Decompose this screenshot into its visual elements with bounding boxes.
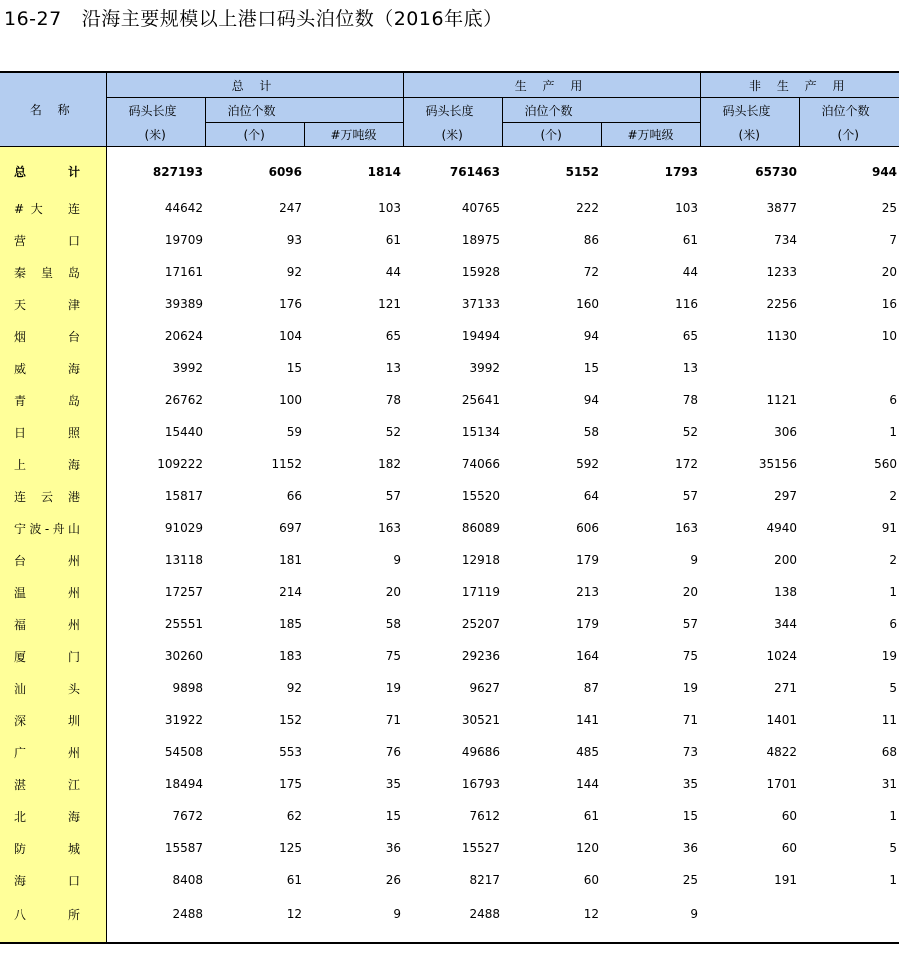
table-cell: 8408: [172, 873, 203, 887]
table-row: [0, 768, 899, 800]
table-cell: 1: [889, 585, 898, 599]
table-cell: 44: [385, 265, 401, 279]
table-cell: 76: [385, 745, 401, 759]
port-name: [0, 864, 106, 896]
table-cell: 59: [286, 425, 302, 439]
port-name: [0, 352, 106, 384]
table-cell: 92: [286, 681, 302, 695]
column-header-name: 名 称: [0, 72, 106, 147]
table-cell: 91029: [164, 521, 203, 535]
table-cell: 9: [304, 896, 403, 943]
header-berths: 泊位个数: [205, 98, 403, 123]
table-cell: 30260: [164, 649, 203, 663]
table-row: [0, 896, 899, 943]
table-cell: 1793: [664, 164, 699, 179]
header-berths-unit: (个): [799, 123, 899, 147]
table-cell: 3992: [172, 361, 203, 375]
port-name-text: 厦 门: [14, 649, 80, 664]
table-cell: 13: [682, 361, 699, 375]
table-cell: 25207: [461, 617, 500, 631]
table-cell: 11: [881, 713, 898, 727]
table-cell: 7612: [469, 809, 500, 823]
table-cell: 18494: [164, 777, 203, 791]
table-cell: 25551: [164, 617, 203, 631]
header-wanton: #万吨级: [601, 123, 700, 147]
port-name-text: 连云港: [14, 489, 80, 504]
table-cell: 4822: [766, 745, 798, 759]
table-row: [0, 416, 899, 448]
table-cell: 15440: [164, 425, 203, 439]
table-cell: 182: [378, 457, 401, 471]
table-cell: 8217: [469, 873, 500, 887]
port-name-text: 福 州: [14, 617, 80, 632]
table-cell: 1: [889, 425, 898, 439]
table-cell: 65: [682, 329, 699, 343]
table-cell: 71: [385, 713, 401, 727]
table-cell: 15: [385, 809, 401, 823]
port-name: [0, 256, 106, 288]
table-cell: 29236: [461, 649, 500, 663]
header-length: 码头长度: [106, 98, 205, 123]
table-cell: [799, 352, 899, 384]
port-name: [0, 384, 106, 416]
table-cell: 10: [881, 329, 898, 343]
table-cell: 121: [378, 297, 401, 311]
table-cell: 15587: [164, 841, 203, 855]
table-cell: 125: [279, 841, 302, 855]
table-cell: 37133: [461, 297, 500, 311]
table-row: [0, 832, 899, 864]
table-cell: 103: [675, 201, 699, 215]
table-cell: 306: [774, 425, 798, 439]
table-row: [0, 352, 899, 384]
port-name: [0, 704, 106, 736]
table-cell: 58: [583, 425, 599, 439]
port-name: [0, 672, 106, 704]
table-cell: 62: [286, 809, 302, 823]
table-cell: 183: [279, 649, 302, 663]
table-cell: 31922: [164, 713, 203, 727]
table-cell: 827193: [152, 164, 203, 179]
table-cell: 271: [774, 681, 798, 695]
table-cell: 200: [774, 553, 798, 567]
table-cell: 54508: [164, 745, 203, 759]
port-name: [0, 320, 106, 352]
table-cell: 65: [385, 329, 401, 343]
table-cell: 2: [889, 489, 898, 503]
table-cell: 1152: [271, 457, 302, 471]
header-berths-unit: (个): [502, 123, 601, 147]
table-cell: 9: [690, 553, 699, 567]
table-row: [0, 576, 899, 608]
table-cell: 7672: [172, 809, 203, 823]
table-cell: 20624: [164, 329, 203, 343]
table-cell: 1814: [367, 164, 401, 179]
port-name: [0, 768, 106, 800]
table-cell: 15520: [461, 489, 500, 503]
table-cell: 163: [378, 521, 401, 535]
table-cell: 560: [874, 457, 898, 471]
table-cell: 94: [583, 329, 599, 343]
table-cell: 176: [279, 297, 302, 311]
table-cell: 74066: [461, 457, 500, 471]
table-cell: [700, 896, 799, 943]
table-cell: 30521: [461, 713, 500, 727]
table-cell: 66: [286, 489, 302, 503]
port-name: [0, 608, 106, 640]
port-name-text: 防 城: [14, 841, 80, 856]
table-cell: 5: [889, 681, 898, 695]
table-row: [0, 800, 899, 832]
table-cell: 52: [682, 425, 699, 439]
table-cell: 100: [279, 393, 302, 407]
port-name: [0, 147, 106, 193]
table-cell: 57: [682, 617, 699, 631]
table-cell: 19: [881, 649, 898, 663]
table-cell: 57: [682, 489, 699, 503]
table-cell: 93: [286, 233, 302, 247]
table-cell: 87: [583, 681, 599, 695]
table-cell: 75: [682, 649, 699, 663]
header-berths: 泊位个数: [502, 98, 700, 123]
port-name-text: 威 海: [14, 361, 80, 376]
table-cell: 152: [279, 713, 302, 727]
table-cell: 15: [583, 361, 599, 375]
port-name: [0, 800, 106, 832]
table-cell: 31: [881, 777, 898, 791]
port-name-text: 上 海: [14, 457, 80, 472]
table-cell: 222: [576, 201, 599, 215]
table-cell: 19494: [461, 329, 500, 343]
port-name-text: 宁波-舟山: [14, 521, 80, 536]
port-name: [0, 576, 106, 608]
table-cell: 7: [889, 233, 898, 247]
table-cell: 734: [774, 233, 798, 247]
table-cell: 15817: [164, 489, 203, 503]
table-row: [0, 640, 899, 672]
table-cell: 75: [385, 649, 401, 663]
table-cell: 17257: [164, 585, 203, 599]
table-cell: 144: [576, 777, 599, 791]
port-name-text: 广 州: [14, 745, 80, 760]
table-cell: 5: [889, 841, 898, 855]
table-cell: 36: [385, 841, 401, 855]
table-cell: 9898: [172, 681, 203, 695]
table-cell: 78: [682, 393, 699, 407]
table-cell: 91: [881, 521, 898, 535]
table-cell: 13: [385, 361, 401, 375]
table-cell: 1401: [766, 713, 798, 727]
table-row: [0, 288, 899, 320]
table-cell: 92: [286, 265, 302, 279]
table-cell: 12918: [461, 553, 500, 567]
table-cell: 20: [385, 585, 401, 599]
table-cell: 164: [576, 649, 599, 663]
table-cell: 35: [385, 777, 401, 791]
table-cell: 109222: [157, 457, 203, 471]
group-header-total: 总 计: [106, 72, 403, 98]
table-cell: 19709: [164, 233, 203, 247]
table-cell: 247: [279, 201, 302, 215]
table-cell: 60: [781, 841, 798, 855]
table-cell: 2: [889, 553, 898, 567]
header-length-unit: (米): [403, 123, 502, 147]
table-cell: 15928: [461, 265, 500, 279]
table-cell: 592: [576, 457, 599, 471]
port-name-text: 日 照: [14, 425, 80, 440]
table-row: [0, 736, 899, 768]
table-cell: 71: [682, 713, 699, 727]
table-cell: 175: [279, 777, 302, 791]
port-name: [0, 640, 106, 672]
table-cell: 15134: [461, 425, 500, 439]
port-name-text: #大 连: [14, 201, 80, 216]
table-cell: 61: [286, 873, 302, 887]
table-cell: 19: [385, 681, 401, 695]
port-name: [0, 896, 106, 943]
table-row: [0, 704, 899, 736]
table-cell: 1233: [766, 265, 798, 279]
table-cell: 15: [682, 809, 699, 823]
table-row: [0, 864, 899, 896]
table-cell: 697: [279, 521, 302, 535]
table-cell: 297: [774, 489, 798, 503]
table-cell: 60: [583, 873, 599, 887]
table-cell: 9: [601, 896, 700, 943]
table-cell: 116: [675, 297, 699, 311]
port-name-text: 海 口: [14, 873, 80, 888]
table-cell: 20: [682, 585, 699, 599]
table-cell: 61: [385, 233, 401, 247]
table-cell: 44642: [164, 201, 203, 215]
table-cell: 553: [279, 745, 302, 759]
table-cell: 4940: [766, 521, 798, 535]
table-cell: 104: [279, 329, 302, 343]
table-cell: 5152: [565, 164, 599, 179]
port-name: [0, 480, 106, 512]
table-row: [0, 512, 899, 544]
table-cell: 26: [385, 873, 401, 887]
table-cell: 16: [881, 297, 898, 311]
table-cell: 1: [889, 873, 898, 887]
table-cell: 2488: [106, 896, 205, 943]
table-cell: 86089: [461, 521, 500, 535]
table-cell: 68: [881, 745, 898, 759]
port-name-text: 青 岛: [14, 393, 80, 408]
table-cell: 1: [889, 809, 898, 823]
table-cell: 9627: [469, 681, 500, 695]
table-row: [0, 480, 899, 512]
table-cell: 485: [576, 745, 599, 759]
port-name-text: 秦皇岛: [14, 265, 80, 280]
table-cell: 191: [774, 873, 798, 887]
port-name: [0, 192, 106, 224]
table-cell: [799, 896, 899, 943]
port-name-text: 天 津: [14, 297, 80, 312]
table-cell: 17161: [164, 265, 203, 279]
table-cell: 60: [781, 809, 798, 823]
table-cell: 49686: [461, 745, 500, 759]
table-cell: 73: [682, 745, 699, 759]
table-cell: 13118: [164, 553, 203, 567]
table-cell: 26762: [164, 393, 203, 407]
table-row-total: [0, 147, 899, 193]
table-cell: 6: [889, 393, 898, 407]
table-cell: 15: [286, 361, 302, 375]
table-cell: 40765: [461, 201, 500, 215]
table-cell: 20: [881, 265, 898, 279]
berth-table: [0, 71, 899, 944]
port-name-text: 台 州: [14, 553, 80, 568]
table-cell: 17119: [461, 585, 500, 599]
table-cell: 19: [682, 681, 699, 695]
port-name-text: 营 口: [14, 233, 80, 248]
table-cell: 16793: [461, 777, 500, 791]
table-cell: 1121: [766, 393, 798, 407]
port-name: [0, 736, 106, 768]
port-name-text: 深 圳: [14, 713, 80, 728]
table-row: [0, 320, 899, 352]
table-cell: 44: [682, 265, 699, 279]
table-cell: 64: [583, 489, 599, 503]
header-length: 码头长度: [403, 98, 502, 123]
table-cell: 761463: [449, 164, 500, 179]
table-cell: 57: [385, 489, 401, 503]
table-cell: 181: [279, 553, 302, 567]
table-cell: 944: [871, 164, 898, 179]
table-number: 16-27: [4, 8, 62, 30]
table-cell: 61: [583, 809, 599, 823]
table-cell: 214: [279, 585, 302, 599]
table-cell: 3992: [469, 361, 500, 375]
header-wanton: #万吨级: [304, 123, 403, 147]
table-cell: 179: [576, 617, 599, 631]
header-berths-unit: (个): [205, 123, 304, 147]
header-length-unit: (米): [106, 123, 205, 147]
group-header-nonproduction: 非 生 产 用: [700, 72, 899, 98]
table-cell: 25: [881, 201, 898, 215]
port-name: [0, 416, 106, 448]
port-name-text: 八 所: [14, 907, 80, 922]
port-name: [0, 544, 106, 576]
table-cell: 65730: [755, 164, 798, 179]
table-cell: 15527: [461, 841, 500, 855]
port-name-text: 汕 头: [14, 681, 80, 696]
port-name: [0, 512, 106, 544]
header-berths: 泊位个数: [799, 98, 899, 123]
table-title: 沿海主要规模以上港口码头泊位数（2016年底）: [81, 8, 503, 30]
table-cell: 185: [279, 617, 302, 631]
table-row: [0, 672, 899, 704]
table-cell: 1701: [766, 777, 798, 791]
table-cell: 172: [675, 457, 699, 471]
table-cell: 6096: [268, 164, 302, 179]
table-cell: 9: [393, 553, 401, 567]
group-header-production: 生 产 用: [403, 72, 700, 98]
table-cell: 86: [583, 233, 599, 247]
table-row: [0, 608, 899, 640]
table-cell: 58: [385, 617, 401, 631]
table-cell: 163: [675, 521, 699, 535]
table-cell: 103: [378, 201, 401, 215]
table-row: [0, 448, 899, 480]
header-length-unit: (米): [700, 123, 799, 147]
table-cell: 52: [385, 425, 401, 439]
table-cell: 160: [576, 297, 599, 311]
table-cell: 12: [205, 896, 304, 943]
table-cell: 36: [682, 841, 699, 855]
table-cell: [700, 352, 799, 384]
port-name-text: 湛 江: [14, 777, 80, 792]
table-cell: 141: [576, 713, 599, 727]
port-name: [0, 832, 106, 864]
table-row: [0, 256, 899, 288]
table-cell: 2256: [766, 297, 798, 311]
table-cell: 344: [774, 617, 798, 631]
table-cell: 39389: [164, 297, 203, 311]
port-name-text: 烟 台: [14, 329, 80, 344]
table-row: [0, 544, 899, 576]
table-row: [0, 224, 899, 256]
table-cell: 72: [583, 265, 599, 279]
table-cell: 18975: [461, 233, 500, 247]
table-row: [0, 384, 899, 416]
table-cell: 25641: [461, 393, 500, 407]
port-name-text: 温 州: [14, 585, 80, 600]
port-name: [0, 448, 106, 480]
table-cell: 606: [576, 521, 599, 535]
port-name: [0, 224, 106, 256]
port-name: [0, 288, 106, 320]
table-cell: 6: [889, 617, 898, 631]
table-cell: 120: [576, 841, 599, 855]
table-cell: 1130: [766, 329, 798, 343]
port-name-text: 北 海: [14, 809, 80, 824]
table-cell: 94: [583, 393, 599, 407]
table-cell: 61: [682, 233, 699, 247]
table-cell: 1024: [766, 649, 798, 663]
port-name-text: 总 计: [14, 165, 80, 179]
table-row: [0, 192, 899, 224]
table-cell: 78: [385, 393, 401, 407]
page-title: [4, 4, 503, 31]
table-cell: 138: [774, 585, 798, 599]
table-cell: 35156: [758, 457, 798, 471]
table-cell: 25: [682, 873, 699, 887]
table-cell: 3877: [766, 201, 798, 215]
table-cell: 12: [502, 896, 601, 943]
table-cell: 35: [682, 777, 699, 791]
table-cell: 179: [576, 553, 599, 567]
table-cell: 2488: [403, 896, 502, 943]
table-cell: 213: [576, 585, 599, 599]
header-length: 码头长度: [700, 98, 799, 123]
